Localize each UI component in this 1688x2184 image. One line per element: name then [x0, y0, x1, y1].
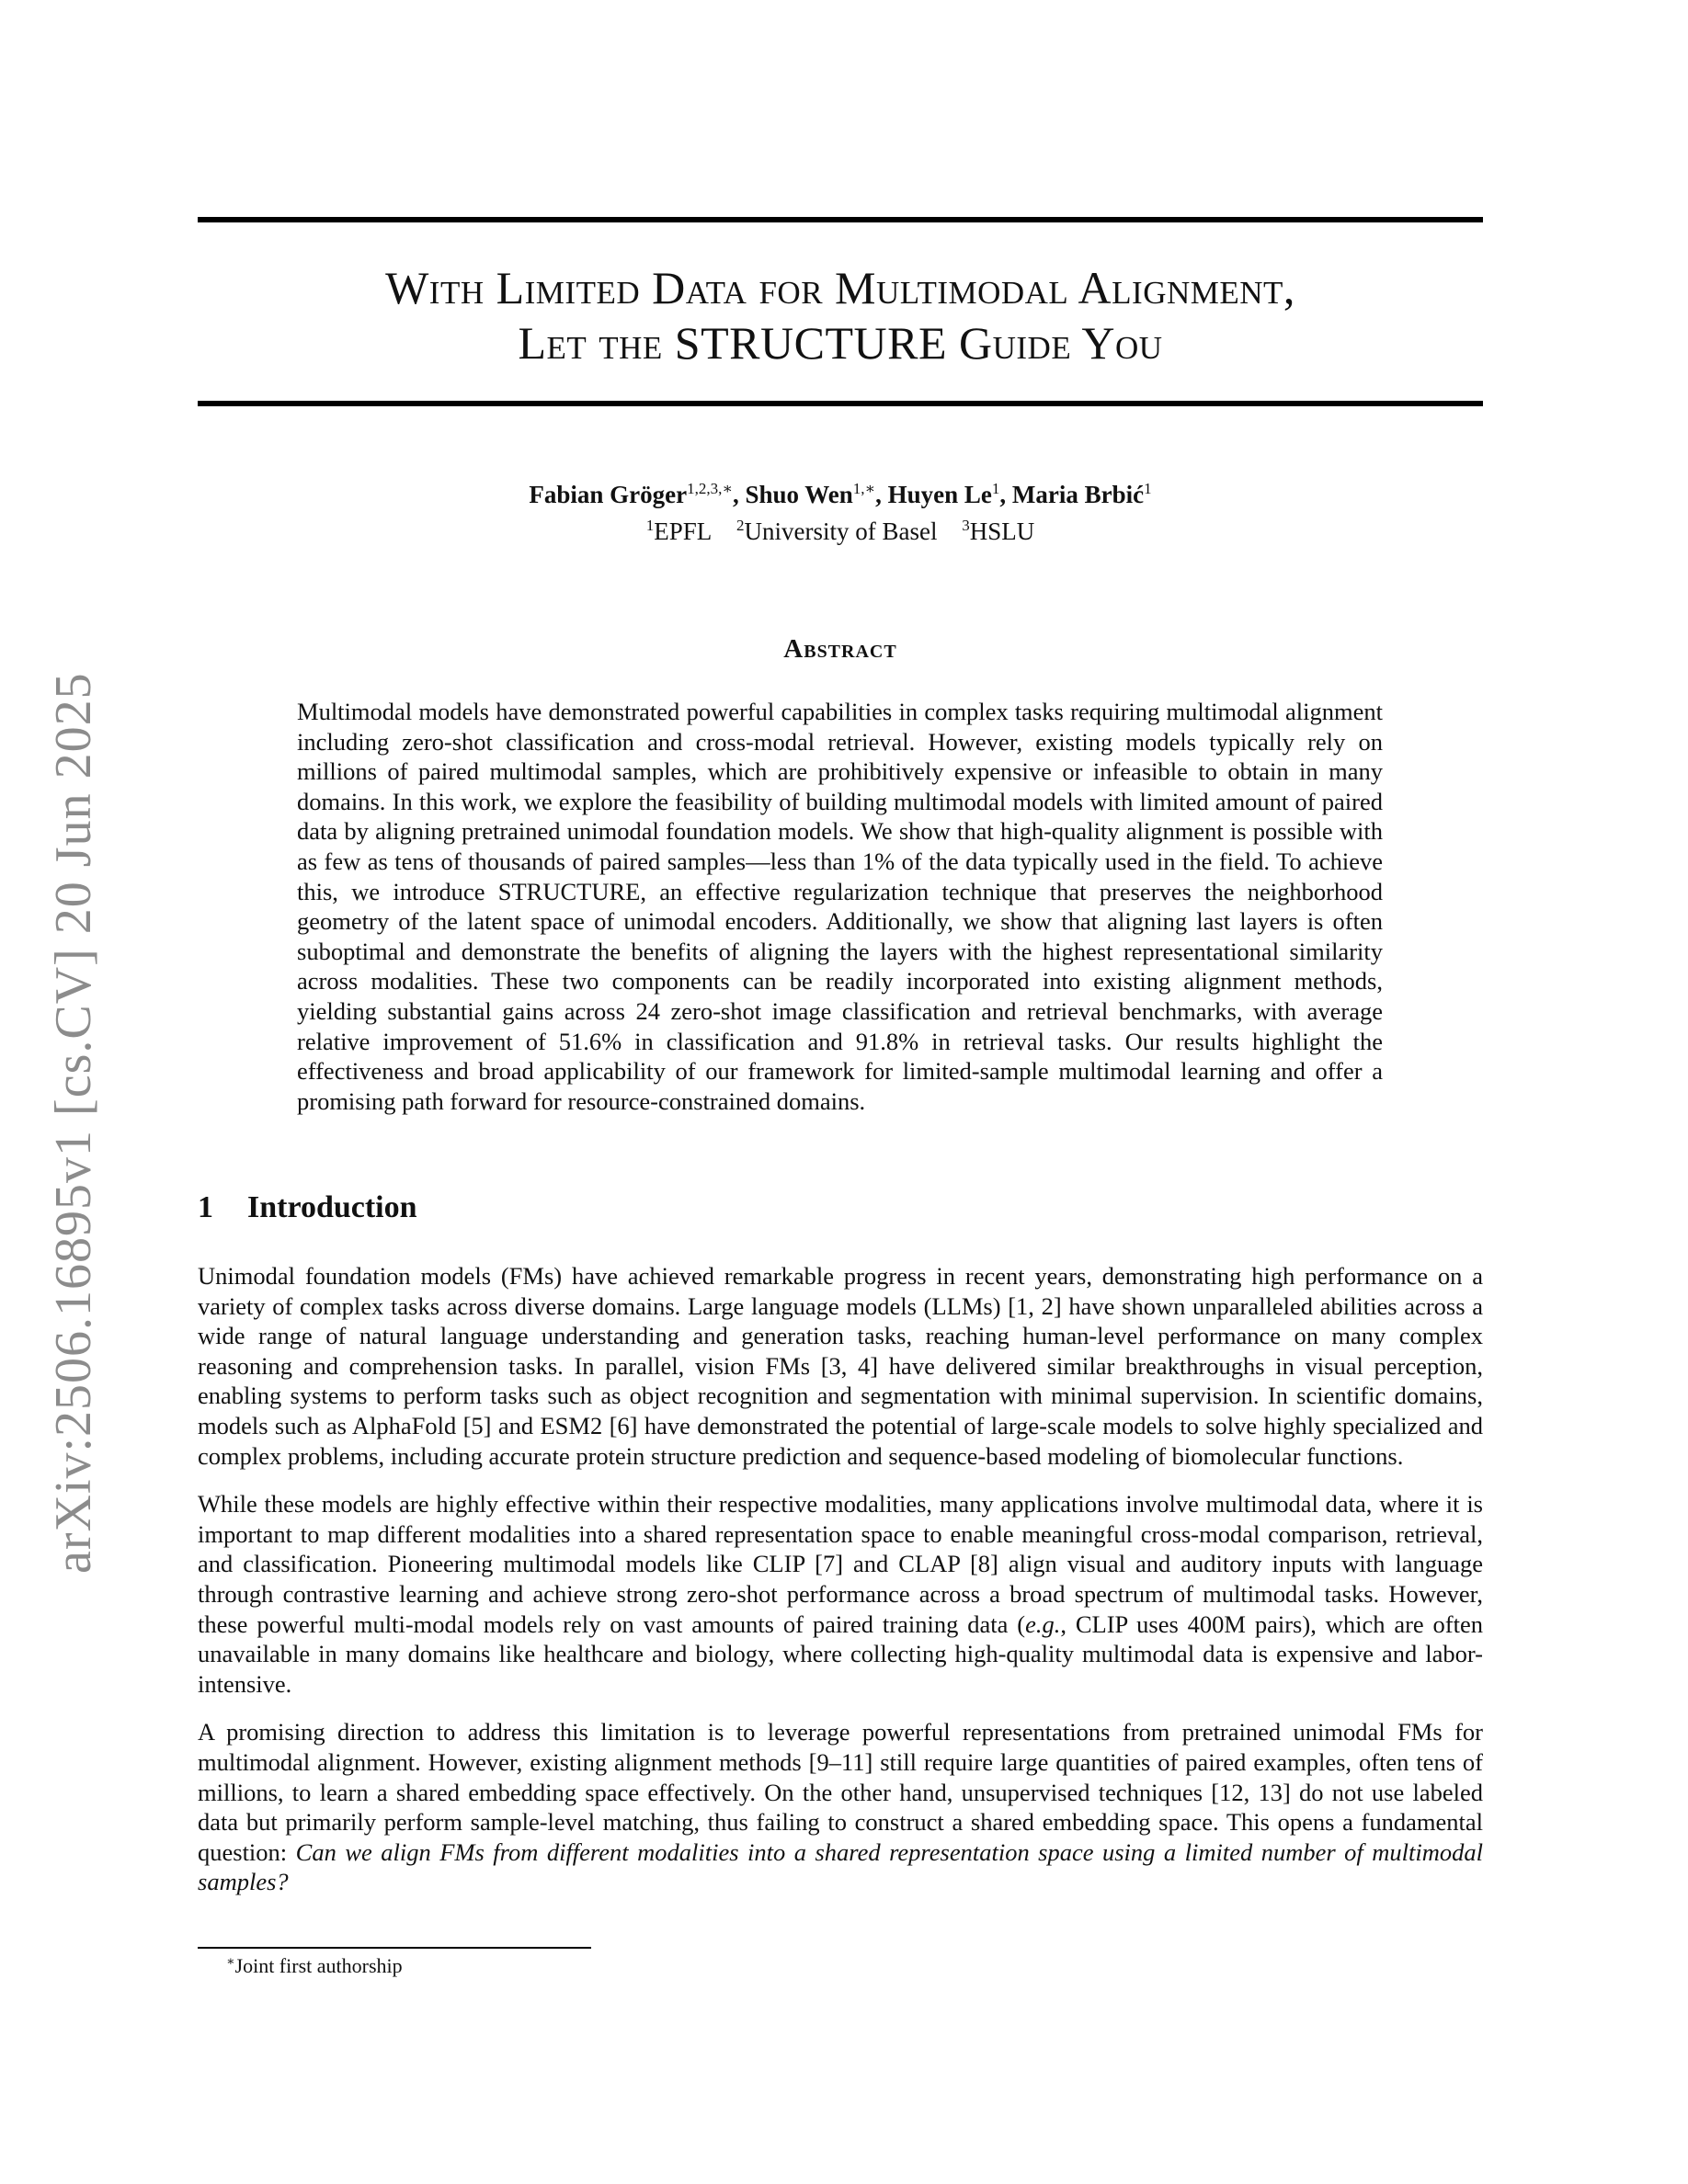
research-question: Can we align FMs from different modalities into a shared representation space using a limited number of multimodal samples?: [198, 1837, 1483, 1896]
paragraph-text: , CLIP uses 400M pairs), which are often unavailable in many domains like healthcare and biology, where collecting high-quality multimodal data is expensive and labor-intensive.: [198, 1610, 1484, 1698]
affiliation-mark: 2: [736, 517, 745, 534]
affiliation-name: HSLU: [969, 518, 1035, 545]
author-name: Fabian Gröger: [529, 481, 688, 508]
author-name: Huyen Le: [887, 481, 992, 508]
author-name: Maria Brbić: [1011, 481, 1145, 508]
paragraph: [198, 1489, 1483, 1699]
author-list: Fabian Gröger$^{1,2,3,∗}$, Shuo Wen$^{1,∗}$, Huyen Le$^1$, Maria Brbić$^1$: [529, 480, 1152, 508]
affiliation-name: University of Basel: [744, 518, 938, 545]
footnote-text: Joint first authorship: [234, 1954, 403, 1977]
affiliation-mark: 3: [962, 517, 970, 534]
affiliation-mark: 1: [645, 517, 655, 534]
abstract-heading: Abstract: [783, 634, 897, 664]
author-affiliation-mark: 1: [1144, 480, 1152, 497]
author-affiliation-mark: 1,2,3,∗: [687, 480, 733, 497]
intro-body: [198, 1261, 1483, 1916]
arxiv-identifier: arXiv:2506.16895v1 [cs.CV] 20 Jun 2025: [45, 672, 102, 1574]
title-top-rule: [198, 217, 1483, 222]
section-title: Introduction: [247, 1190, 417, 1224]
author-affiliation-mark: 1: [991, 480, 1000, 497]
affiliation-name: EPFL: [654, 518, 713, 545]
title-line-2: Let the STRUCTURE Guide You: [518, 317, 1163, 369]
affiliation-list: [198, 515, 1483, 548]
paragraph-emphasis: e.g.: [1025, 1610, 1061, 1638]
paragraph-text: While these models are highly effective within their respective modalities, many applications involve multimodal data, where it is important to map different modalities into a shared representation space to enable meaningful cross-modal comparison, retrieval, and classification. Pioneering multimodal models like CLIP [7] and CLAP [8] align visual and auditory inputs with language through contrastive learning and achieve strong zero-shot performance across a broad spectrum of multimodal tasks. However, these powerful multi-modal models rely on vast amounts of paired training data (: [198, 1490, 1483, 1638]
section-heading: [198, 1190, 417, 1225]
author-affiliation-mark: 1,∗: [852, 480, 876, 497]
footnote-mark: ∗: [226, 1955, 235, 1969]
paragraph-text: A promising direction to address this limitation is to leverage powerful representations from pretrained unimodal FMs for multimodal alignment. However, existing alignment methods [9–11] still require large quantities of paired examples, often tens of millions, to learn a shared embedding space effectively. On the other hand, unsupervised techniques [12, 13] do not use labeled data but primarily perform sample-level matching, thus failing to construct a shared embedding space. This opens a fundamental question:: [198, 1718, 1483, 1866]
paper-title: [198, 260, 1483, 370]
author-name: Shuo Wen: [745, 481, 853, 508]
abstract-text: Multimodal models have demonstrated powerful capabilities in complex tasks requiring multimodal alignment including zero-shot classification and cross-modal retrieval. However, existing models typically rely on millions of paired multimodal samples, which are prohibitively expensive or infeasible to obtain in many domains. In this work, we explore the feasibility of building multimodal models with limited amount of paired data by aligning pretrained unimodal foundation models. We show that high-quality alignment is possible with as few as tens of thousands of paired samples—less than 1% of the data typically used in the field. To achieve this, we introduce STRUCTURE, an effective regularization technique that preserves the neighborhood geometry of the latent space of unimodal encoders. Additionally, we show that aligning last layers is often suboptimal and demonstrate the benefits of aligning the layers with the highest representational similarity across modalities. These two components can be readily incorporated into existing alignment methods, yielding substantial gains across 24 zero-shot image classification and retrieval benchmarks, with average relative improvement of 51.6% in classification and 91.8% in retrieval tasks. Our results highlight the effectiveness and broad applicability of our framework for limited-sample multimodal learning and offer a promising path forward for resource-constrained domains.: [297, 698, 1383, 1115]
section-number: 1: [198, 1190, 213, 1224]
footnote-rule: [198, 1947, 591, 1949]
footnote: [226, 1954, 403, 1978]
paragraph: [198, 1717, 1483, 1897]
title-line-1: With Limited Data for Multimodal Alignment,: [385, 262, 1295, 313]
title-bottom-rule: [198, 401, 1483, 406]
paragraph: Unimodal foundation models (FMs) have achieved remarkable progress in recent years, demonstrating high performance on a variety of complex tasks across diverse domains. Large language models (LLMs) [1, 2] have shown unparalleled abilities across a wide range of natural language understanding and generation tasks, reaching human-level performance on many complex reasoning and comprehension tasks. In parallel, vision FMs [3, 4] have delivered similar breakthroughs in visual perception, enabling systems to perform tasks such as object recognition and segmentation with minimal supervision. In scientific domains, models such as AlphaFold [5] and ESM2 [6] have demonstrated the potential of large-scale models to solve highly specialized and complex problems, including accurate protein structure prediction and sequence-based modeling of biomolecular functions.: [198, 1262, 1483, 1470]
